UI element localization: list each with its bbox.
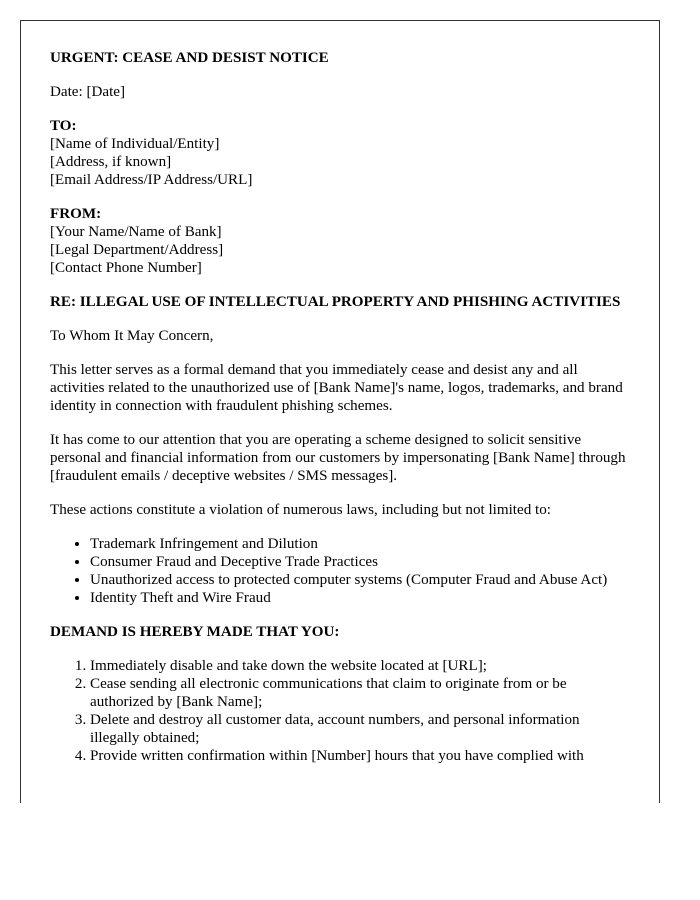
re-line: RE: ILLEGAL USE OF INTELLECTUAL PROPERTY AND PHISHING ACTIVITIES [50,294,621,310]
notice-title: URGENT: CEASE AND DESIST NOTICE [50,50,329,66]
list-item: 4. Provide written confirmation within [Number] hours that you have complied with [90,747,630,765]
date-line: Date: [Date] [50,84,126,100]
demand-heading: DEMAND IS HEREBY MADE THAT YOU: [50,624,340,640]
from-block [50,205,630,277]
to-line: [Email Address/IP Address/URL] [50,172,253,188]
to-line: [Name of Individual/Entity] [50,136,220,152]
salutation: To Whom It May Concern, [50,328,214,344]
to-block [50,117,630,189]
from-label: FROM: [50,206,102,222]
demands-list [50,657,630,765]
list-item: • Unauthorized access to protected computer systems (Computer Fraud and Abuse Act) [90,571,630,589]
from-line: [Contact Phone Number] [50,260,202,276]
to-label: TO: [50,118,77,134]
body-paragraph: It has come to our attention that you are operating a scheme designed to solicit sensitive personal and financial information from our customers by impersonating [Bank Name] through [fraudulent emails / deceptive websites / SMS messages]. [50,432,626,484]
list-item: • Consumer Fraud and Deceptive Trade Practices [90,553,630,571]
body-paragraph: These actions constitute a violation of numerous laws, including but not limited to: [50,502,551,518]
document-page [20,20,660,803]
to-line: [Address, if known] [50,154,172,170]
list-item: • Identity Theft and Wire Fraud [90,589,630,607]
list-item: • Trademark Infringement and Dilution [90,535,630,553]
list-item: 3. Delete and destroy all customer data, account numbers, and personal information illegally obtained; [90,711,630,747]
body-paragraph: This letter serves as a formal demand that you immediately cease and desist any and all activities related to the unauthorized use of [Bank Name]'s name, logos, trademarks, and brand identity in connection with fraudulent phishing schemes. [50,362,623,414]
list-item: 2. Cease sending all electronic communications that claim to originate from or be authorized by [Bank Name]; [90,675,630,711]
letter-body [50,49,630,781]
from-line: [Legal Department/Address] [50,242,224,258]
violations-list [50,535,630,607]
list-item: 1. Immediately disable and take down the website located at [URL]; [90,657,630,675]
from-line: [Your Name/Name of Bank] [50,224,222,240]
